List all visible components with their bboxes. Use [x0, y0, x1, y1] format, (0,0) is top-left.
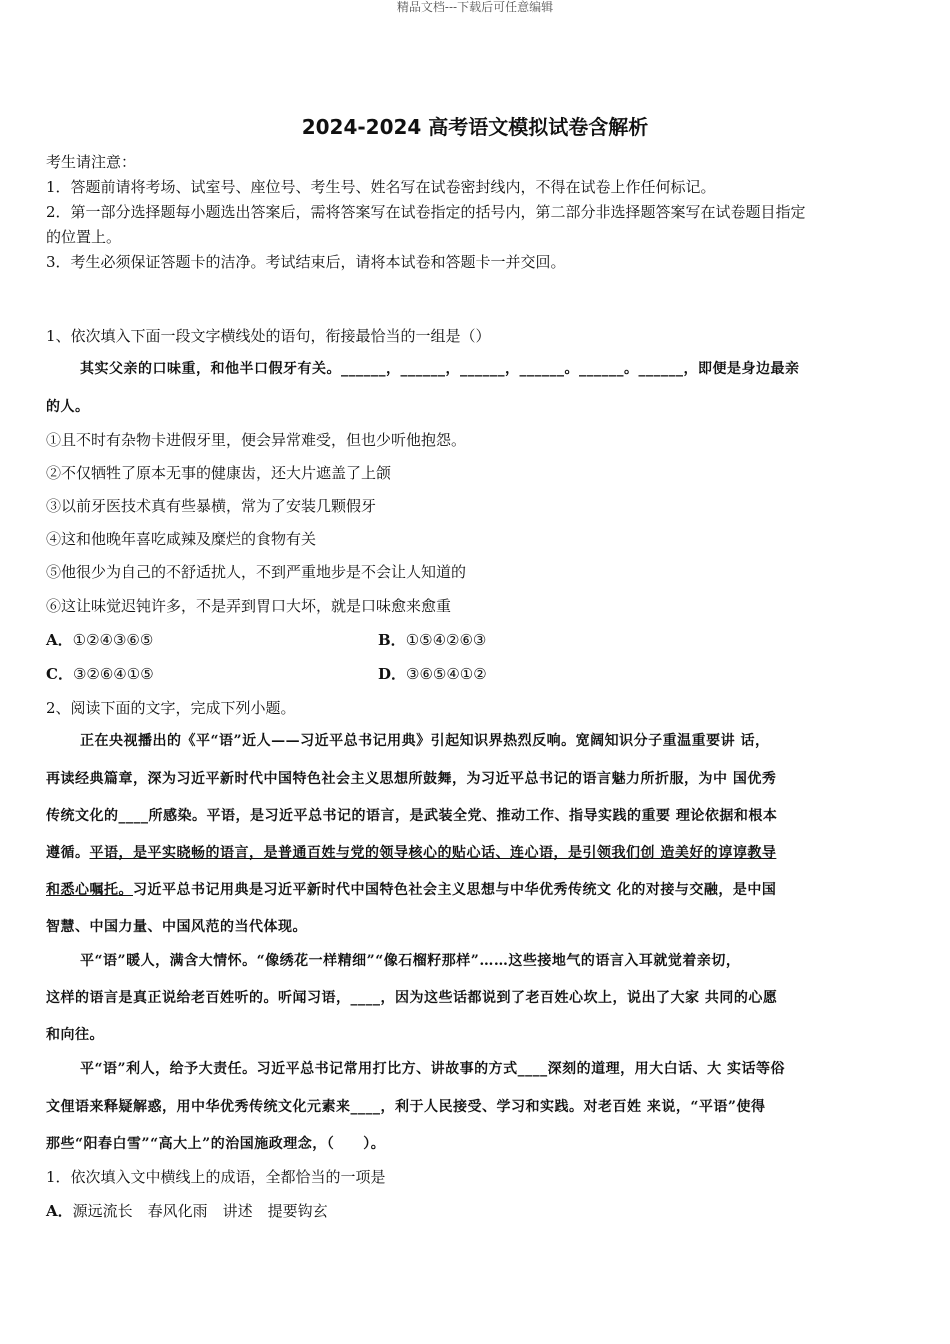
question-2-stem: 2、阅读下面的文字，完成下列小题。 [46, 699, 296, 717]
q2-passage-line: 那些“阳春白雪”“高大上”的治国施政理念，（ ）。 [46, 1136, 386, 1152]
notice-item: 1．答题前请将考场、试室号、座位号、考生号、姓名写在试卷密封线内，不得在试卷上作任何标记。 [46, 178, 716, 196]
q1-option-c[interactable] [46, 664, 154, 684]
option-text: ①②④③⑥⑤ [72, 631, 154, 649]
underlined-text: 和悉心嘱托。 [46, 882, 133, 898]
q2-passage-line: 正在央视播出的《平“语”近人——习近平总书记用典》引起知识界热烈反响。宽阔知识分子重温重要讲 话， [80, 733, 770, 749]
option-text: ③②⑥④①⑤ [72, 665, 154, 683]
q2-passage-line: 文俚语来释疑解惑，用中华优秀传统文化元素来____，利于人民接受、学习和实践。对老百姓 来说，“平语”使得 [46, 1099, 766, 1115]
option-label: B． [378, 631, 406, 649]
option-label: A． [46, 1202, 73, 1220]
notice-item: 的位置上。 [46, 228, 122, 246]
underlined-text: 平语，是平实晓畅的语言，是普通百姓与党的领导核心的贴心话、连心语，是引领我们创 造美好的谆谆教导 [89, 845, 777, 861]
question-1-stem: 1、依次填入下面一段文字横线处的语句，衔接最恰当的一组是（） [46, 327, 491, 345]
q1-passage-line: 的人。 [46, 399, 90, 415]
plain-text: 遵循。 [46, 845, 90, 861]
q1-sentence-5: ⑤他很少为自己的不舒适扰人，不到严重地步是不会让人知道的 [46, 563, 467, 581]
q2-passage-line: 再读经典篇章，深为习近平新时代中国特色社会主义思想所鼓舞，为习近平总书记的语言魅力所折服，为中 国优秀 [46, 771, 777, 787]
q2-passage-line: 这样的语言是真正说给老百姓听的。听闻习语，____，因为这些话都说到了老百姓心坎上，说出了大家 共同的心愿 [46, 990, 778, 1006]
q2-passage-line: 智慧、中国力量、中国风范的当代体现。 [46, 919, 307, 935]
option-text: ③⑥⑤④①② [406, 665, 487, 683]
page-header: 精品文档---下载后可任意编辑 [396, 0, 554, 14]
q1-sentence-4: ④这和他晚年喜吃咸辣及糜烂的食物有关 [46, 530, 317, 548]
q2-passage-line: 传统文化的____所感染。平语，是习近平总书记的语言，是武装全党、推动工作、指导实践的重要 理论依据和根本 [46, 808, 778, 824]
option-label: D． [378, 665, 407, 683]
q2-passage-line [46, 843, 906, 863]
q1-option-a[interactable] [46, 630, 153, 650]
option-label: A． [46, 631, 73, 649]
q2-passage-line [46, 880, 906, 900]
q1-option-b[interactable] [378, 630, 486, 650]
q2-passage-line: 平“语”暖人，满含大情怀。“像绣花一样精细”“像石榴籽那样”……这些接地气的语言入耳就觉着亲切， [80, 953, 741, 969]
q1-sentence-6: ⑥这让味觉迟钝许多，不是弄到胃口大坏，就是口味愈来愈重 [46, 597, 452, 615]
notice-item: 2．第一部分选择题每小题选出答案后，需将答案写在试卷指定的括号内，第二部分非选择题答案写在试卷题目指定 [46, 203, 806, 221]
option-label: C． [46, 665, 73, 683]
page-title: 2024-2024 高考语文模拟试卷含解析 [301, 115, 649, 139]
q1-passage-line: 其实父亲的口味重，和他半口假牙有关。______，______，______，______。______。______，即便是身边最亲 [80, 361, 800, 377]
q2-passage-line: 平“语”利人，给予大责任。习近平总书记常用打比方、讲故事的方式____深刻的道理，用大白话、大 实话等俗 [80, 1061, 785, 1077]
q1-option-d[interactable] [378, 664, 487, 684]
q2-passage-line: 和向往。 [46, 1027, 104, 1043]
q1-sentence-1: ①且不时有杂物卡进假牙里，便会异常难受，但也少听他抱怨。 [46, 431, 467, 449]
notice-item: 3．考生必须保证答题卡的洁净。考试结束后，请将本试卷和答题卡一并交回。 [46, 253, 566, 271]
option-text: 源远流长 春风化雨 讲述 提要钩玄 [72, 1202, 328, 1220]
q2-sub-question-1: 1．依次填入文中横线上的成语，全都恰当的一项是 [46, 1168, 386, 1186]
q1-sentence-3: ③以前牙医技术真有些暴横，常为了安装几颗假牙 [46, 497, 377, 515]
q1-sentence-2: ②不仅牺牲了原本无事的健康齿，还大片遮盖了上颌 [46, 464, 392, 482]
option-text: ①⑤④②⑥③ [405, 631, 487, 649]
notice-heading: 考生请注意： [46, 153, 137, 171]
plain-text: 习近平总书记用典是习近平新时代中国特色社会主义思想与中华优秀传统文 化的对接与交融，是中国 [133, 882, 777, 898]
q2-sub1-option-a[interactable] [46, 1201, 328, 1221]
